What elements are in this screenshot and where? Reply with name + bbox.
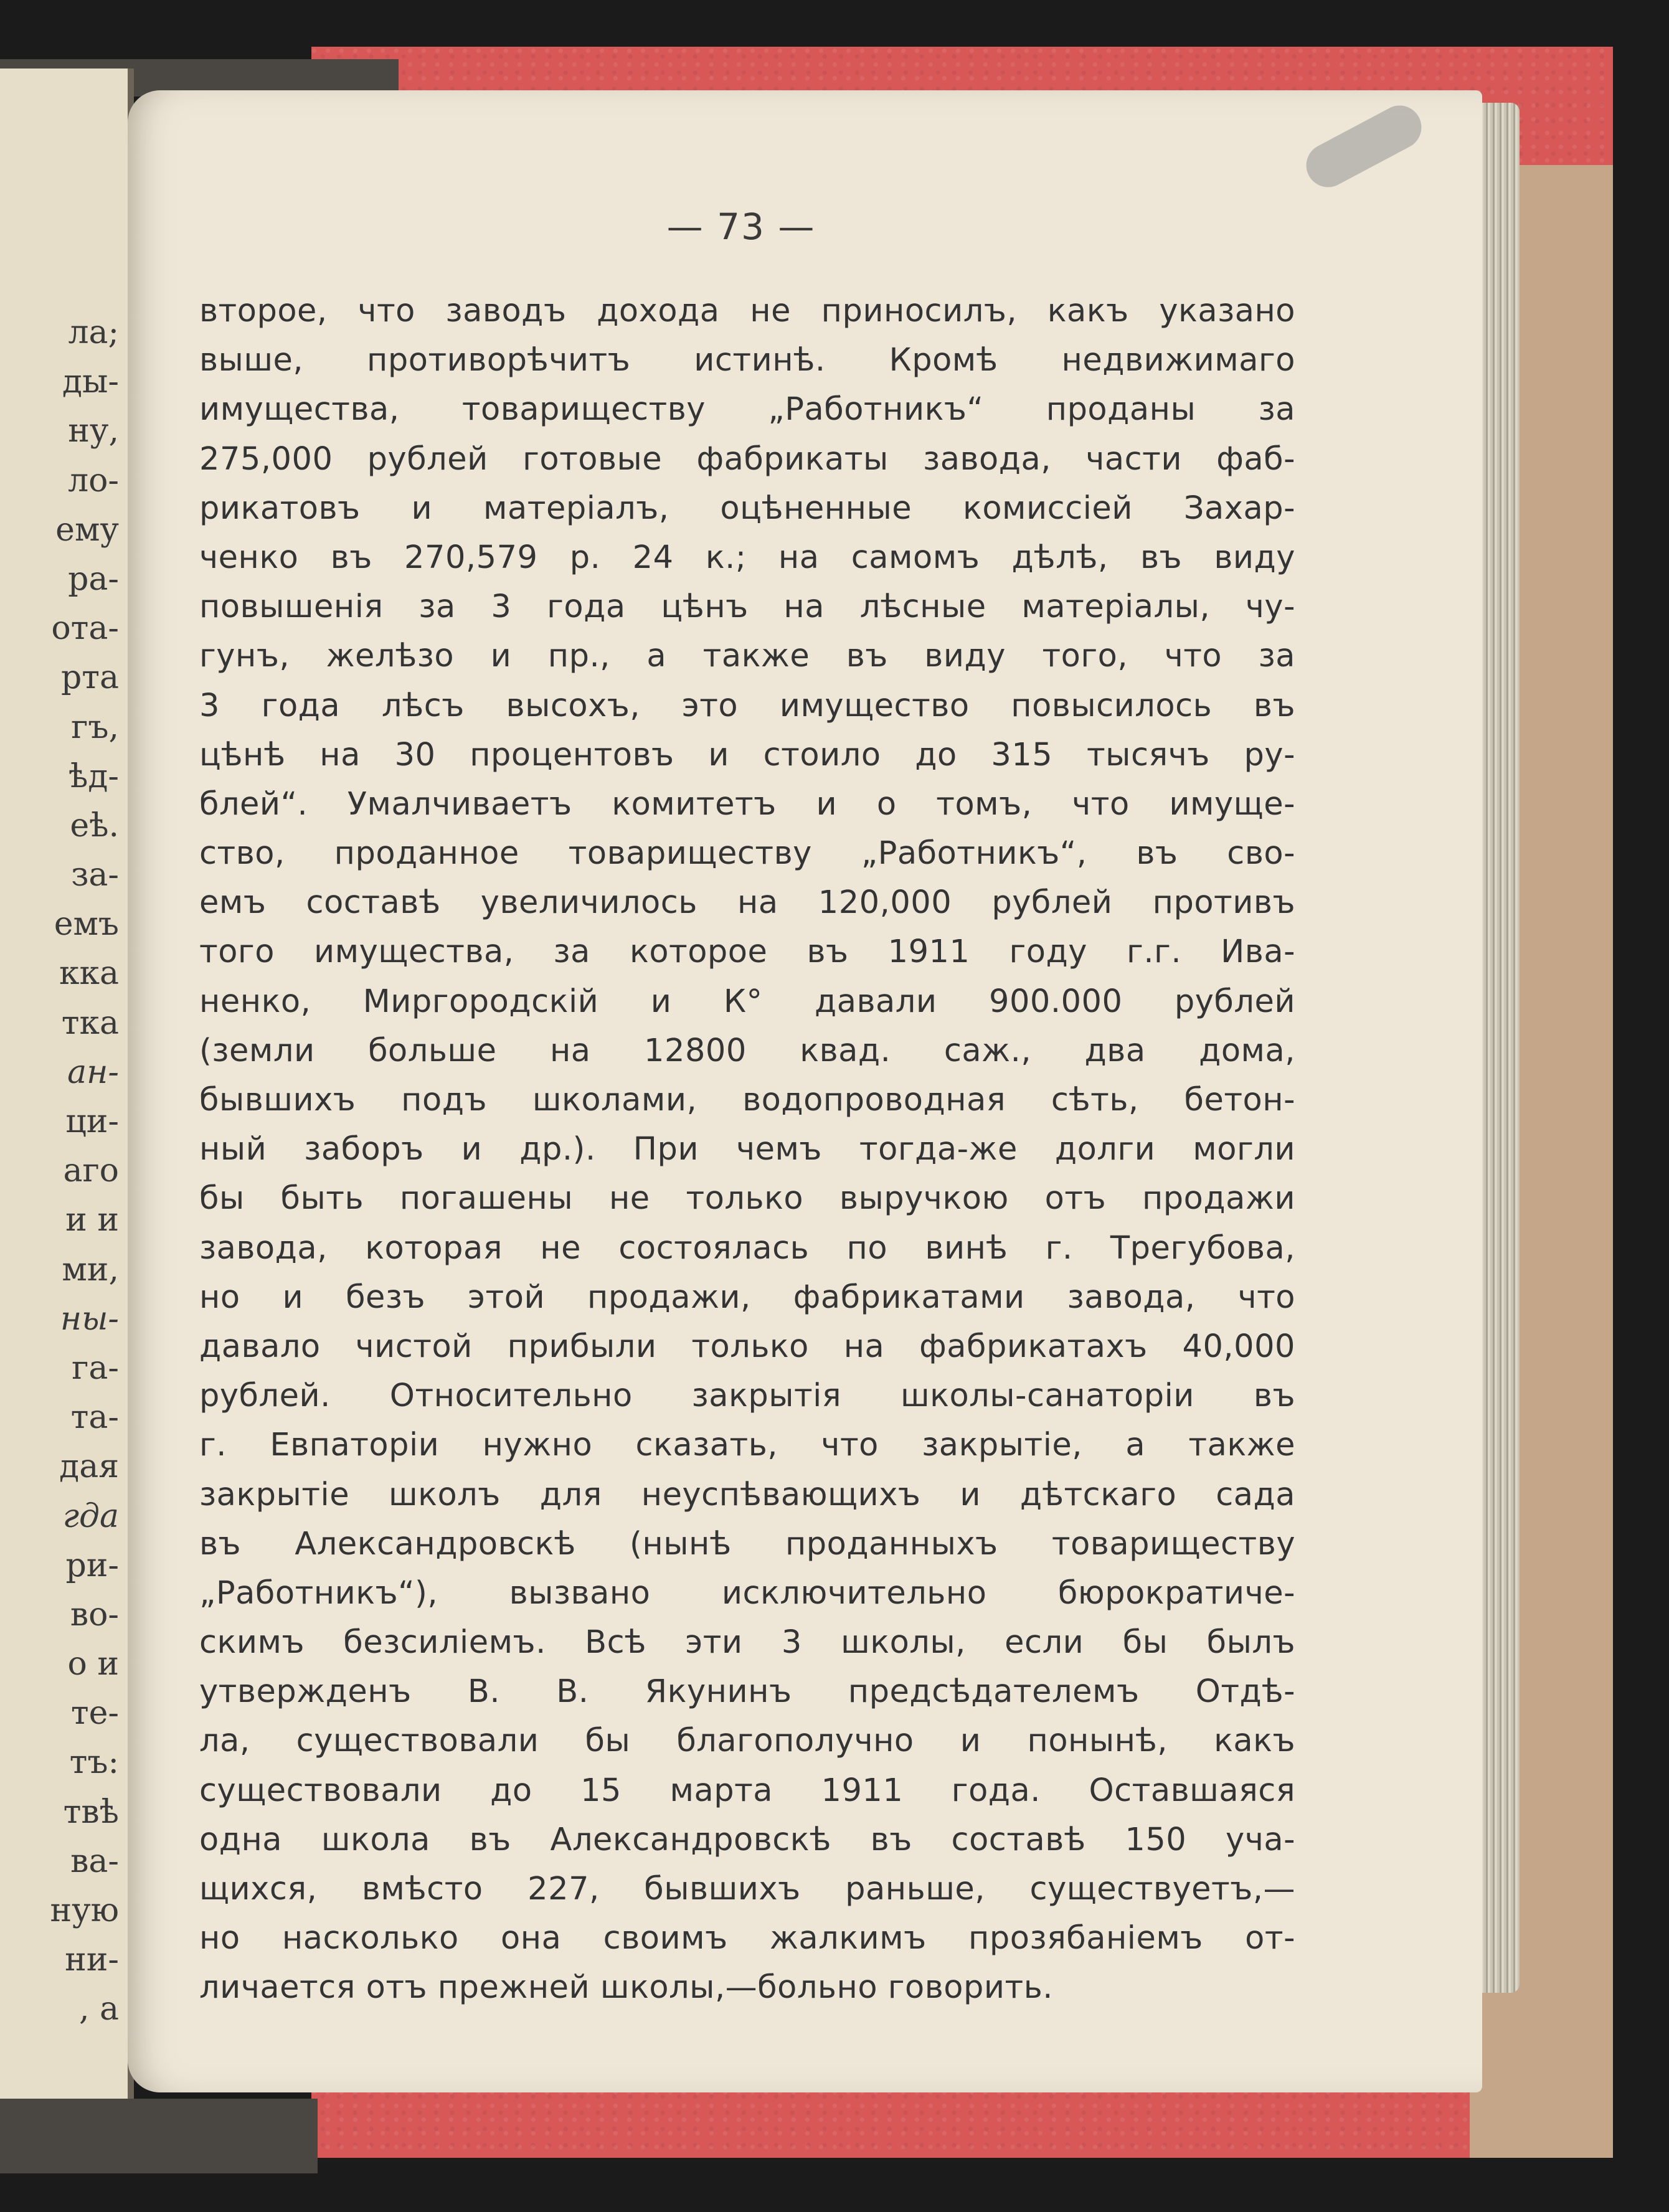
text-line: рикатовъ и матеріалъ, оцѣненные комиссіей Захар-	[199, 489, 1295, 527]
left-page-fragment: те-	[70, 1694, 119, 1732]
text-line: второе, что заводъ дохода не приносилъ, какъ указано	[199, 293, 1295, 329]
text-line: ненко, Миргородскій и К° давали 900.000 рублей	[199, 983, 1295, 1020]
left-page-fragment: ни-	[65, 1941, 119, 1979]
text-line: ченко въ 270,579 р. 24 к.; на самомъ дѣлѣ, въ виду	[199, 539, 1295, 576]
left-page	[0, 69, 134, 2099]
text-line: бы быть погашены не только выручкою отъ продажи	[199, 1180, 1295, 1217]
left-page-fragment: ему	[55, 511, 119, 549]
text-line: того имущества, за которое въ 1911 году г.г. Ива-	[199, 933, 1295, 971]
left-page-text-fragments	[50, 308, 119, 2035]
text-line: „Работникъ“), вызвано исключительно бюрократиче-	[199, 1574, 1295, 1612]
text-line: г. Евпаторіи нужно сказать, что закрытіе, а также	[199, 1427, 1295, 1464]
left-page-fragment: ды-	[62, 363, 119, 401]
left-page-fragment: ан-	[67, 1053, 119, 1091]
text-line: гунъ, желѣзо и пр., а также въ виду того, что за	[199, 638, 1295, 675]
left-page-fragment: о и	[67, 1645, 119, 1683]
text-line: ство, проданное товариществу „Работникъ“, въ сво-	[199, 835, 1295, 872]
page-body-text	[199, 286, 1295, 2013]
left-page-fragment: ва-	[70, 1842, 119, 1880]
text-line: имущества, товариществу „Работникъ“ проданы за	[199, 391, 1295, 428]
text-line: существовали до 15 марта 1911 года. Оставшаяся	[199, 1772, 1295, 1809]
text-line: выше, противорѣчитъ истинѣ. Кромѣ недвижимаго	[199, 342, 1295, 379]
left-page-fragment: ра-	[68, 560, 119, 598]
text-line: въ Александровскѣ (нынѣ проданныхъ товариществу	[199, 1525, 1295, 1562]
left-page-fragment: ло-	[68, 461, 119, 499]
left-page-fragment: и и	[65, 1201, 119, 1239]
left-binding-bottom	[0, 2099, 318, 2173]
text-line: емъ составѣ увеличилось на 120,000 рублей противъ	[199, 884, 1295, 922]
left-page-fragment: рта	[60, 659, 119, 697]
left-page-fragment: тка	[61, 1004, 119, 1042]
left-page-fragment: дая	[59, 1448, 119, 1486]
page-number: — 73 —	[666, 206, 816, 248]
left-page-fragment: га-	[72, 1349, 119, 1387]
text-line: личается отъ прежней школы,—больно говорить.	[199, 1969, 1053, 2006]
left-page-fragment: ри-	[65, 1546, 119, 1584]
text-line: ный заборъ и др.). При чемъ тогда-же долги могли	[199, 1131, 1295, 1168]
left-page-fragment: за-	[71, 856, 119, 894]
text-line: утвержденъ В. В. Якунинъ предсѣдателемъ Отдѣ-	[199, 1673, 1295, 1711]
text-line: бывшихъ подъ школами, водопроводная сѣть, бетон-	[199, 1082, 1295, 1118]
left-page-fragment: ную	[50, 1892, 119, 1929]
left-page-fragment: гда	[62, 1497, 119, 1535]
left-page-fragment: твѣ	[63, 1793, 119, 1831]
left-page-fragment: ѣд-	[69, 757, 119, 795]
text-line: давало чистой прибыли только на фабрикатахъ 40,000	[199, 1328, 1295, 1365]
text-line: 275,000 рублей готовые фабрикаты завода, части фаб-	[199, 440, 1295, 478]
left-page-fragment: емъ	[54, 905, 119, 943]
left-page-fragment: ми,	[62, 1250, 119, 1288]
text-line: рублей. Относительно закрытія школы-санаторіи въ	[199, 1378, 1295, 1415]
left-page-fragment: ци-	[65, 1103, 119, 1140]
text-line: завода, которая не состоялась по винѣ г. Трегубова,	[199, 1229, 1295, 1267]
text-line: блей“. Умалчиваетъ комитетъ и о томъ, что имуще-	[199, 785, 1295, 823]
left-page-fragment: ла;	[68, 314, 119, 351]
left-page-fragment: во-	[70, 1595, 119, 1633]
left-page-fragment: ны-	[60, 1300, 119, 1338]
text-line: повышенія за 3 года цѣнъ на лѣсные матеріалы, чу-	[199, 588, 1295, 626]
left-page-fragment: , а	[78, 1990, 119, 2028]
text-line: но насколько она своимъ жалкимъ прозябаніемъ от-	[199, 1920, 1295, 1957]
left-page-fragment: ота-	[51, 610, 119, 648]
text-line: цѣнѣ на 30 процентовъ и стоило до 315 тысячъ ру-	[199, 736, 1295, 773]
left-page-fragment: та-	[70, 1399, 119, 1437]
left-page-fragment: аго	[63, 1152, 119, 1190]
left-page-fragment: кка	[59, 955, 119, 993]
text-line: скимъ безсиліемъ. Всѣ эти 3 школы, если бы былъ	[199, 1624, 1295, 1661]
left-page-fragment: гъ,	[71, 708, 119, 746]
left-page-fragment: еѣ.	[70, 806, 119, 844]
text-line: (земли больше на 12800 квад. саж., два дома,	[199, 1032, 1295, 1069]
left-page-fragment: тъ:	[69, 1744, 119, 1782]
text-line: ла, существовали бы благополучно и понынѣ, какъ	[199, 1723, 1295, 1760]
text-line: щихся, вмѣсто 227, бывшихъ раньше, существуетъ,—	[199, 1871, 1295, 1907]
text-line: одна школа въ Александровскѣ въ составѣ 150 уча-	[199, 1821, 1295, 1858]
text-line: 3 года лѣсъ высохъ, это имущество повысилось въ	[199, 687, 1295, 724]
left-page-fragment: ну,	[68, 412, 119, 450]
text-line: закрытіе школъ для неуспѣвающихъ и дѣтскаго сада	[199, 1476, 1295, 1513]
text-line: но и безъ этой продажи, фабрикатами завода, что	[199, 1279, 1295, 1316]
